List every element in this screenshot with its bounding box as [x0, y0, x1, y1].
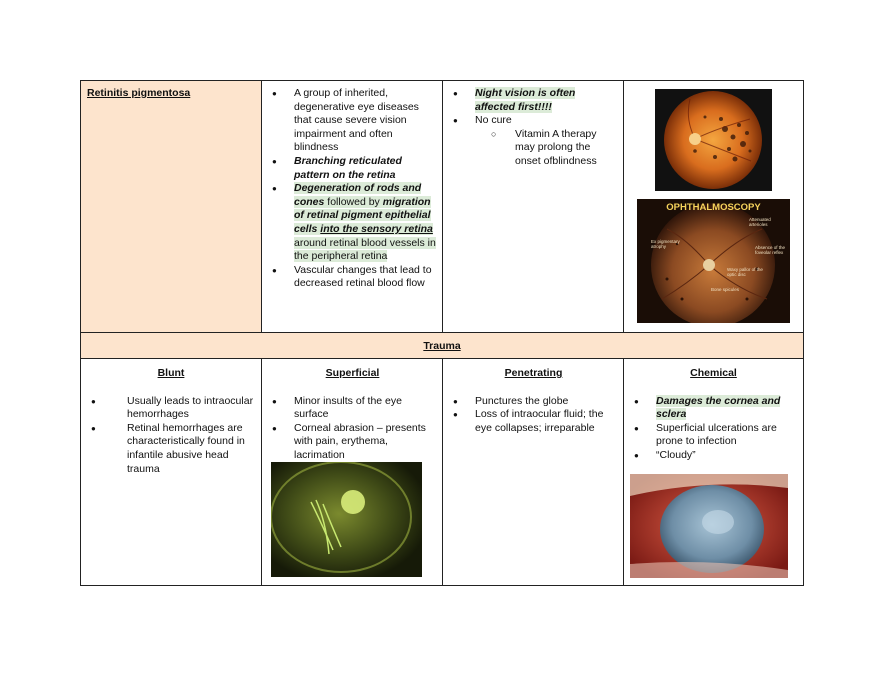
list-item: ● “Cloudy” [630, 449, 797, 463]
list-item: ● Corneal abrasion – presents with pain, erythema, lacrimation [268, 422, 437, 463]
label-optic-disc: Waxy pallor of the optic disc [727, 267, 763, 277]
list-item: ● Minor insults of the eye surface [268, 395, 437, 422]
list-item: ● Usually leads to intraocular hemorrhages [87, 395, 255, 422]
rp-title: Retinitis pigmentosa [87, 87, 191, 99]
list-item: ● No cure [449, 114, 618, 128]
list-item: ● Vascular changes that lead to decreased retinal blood flow [268, 264, 439, 291]
ophthalmoscopy-image [637, 199, 790, 323]
night-vision-note: Night vision is often affected first!!!! [475, 87, 576, 113]
chemical-damage-note: Damages the cornea and sclera [656, 394, 781, 421]
notes-table [80, 80, 804, 586]
chemical-title: Chemical [690, 367, 737, 379]
divider [623, 81, 624, 332]
ophthalmoscopy-title: OPHTHALMOSCOPY [666, 202, 761, 213]
blunt-cell [81, 359, 261, 585]
rp-b3-part2: followed by [324, 195, 383, 208]
label-bone-spicules: Bone spicules [711, 287, 740, 292]
rp-notes-cell [443, 81, 624, 332]
trauma-header: Trauma [423, 340, 461, 352]
list-item: ● Branching reticulated pattern on the retina [268, 155, 439, 182]
rp-b3-part5: around retinal blood vessels in the peripheral retina [294, 236, 436, 263]
divider [442, 358, 443, 585]
divider [442, 81, 443, 332]
list-item [449, 87, 618, 114]
list-item [630, 395, 797, 422]
divider [81, 332, 803, 333]
corneal-abrasion-image [271, 462, 422, 577]
divider [261, 81, 262, 332]
rp-b3-part1: Degeneration of rods and cones [294, 182, 422, 208]
rp-description-cell [262, 81, 443, 332]
rp-title-cell [81, 81, 261, 332]
penetrating-title: Penetrating [504, 367, 563, 379]
superficial-title: Superficial [325, 367, 380, 379]
label-arterioles: Attenuated arterioles [749, 217, 771, 227]
rp-b3-part3: migration of retinal pigment epithelial cells [294, 195, 431, 235]
trauma-header-cell [81, 333, 803, 358]
list-item: ● Superficial ulcerations are prone to infection [630, 422, 797, 449]
divider [623, 358, 624, 585]
sub-list-item: ○ Vitamin A therapy may prolong the onset ofblindness [475, 128, 618, 169]
label-foveolar-reflex: Absence of the foveolar reflex [755, 245, 786, 255]
blunt-title: Blunt [157, 367, 185, 379]
list-item: ● Retinal hemorrhages are characteristically found in infantile abusive head trauma [87, 422, 255, 476]
list-item [268, 182, 439, 264]
divider [261, 358, 262, 585]
fundus-image [655, 89, 772, 191]
list-item: ● Punctures the globe [449, 395, 618, 409]
label-pigmentary-atrophy: Ex pigmentary atrophy [651, 239, 680, 249]
rp-b3-part4: into the sensory retina [320, 222, 433, 235]
chemical-burn-image [630, 474, 788, 578]
penetrating-cell [443, 359, 624, 585]
list-item: ● Loss of intraocular fluid; the eye collapses; irreparable [449, 408, 618, 435]
list-item: ● A group of inherited, degenerative eye diseases that cause severe vision impairment and often blindness [268, 87, 439, 155]
